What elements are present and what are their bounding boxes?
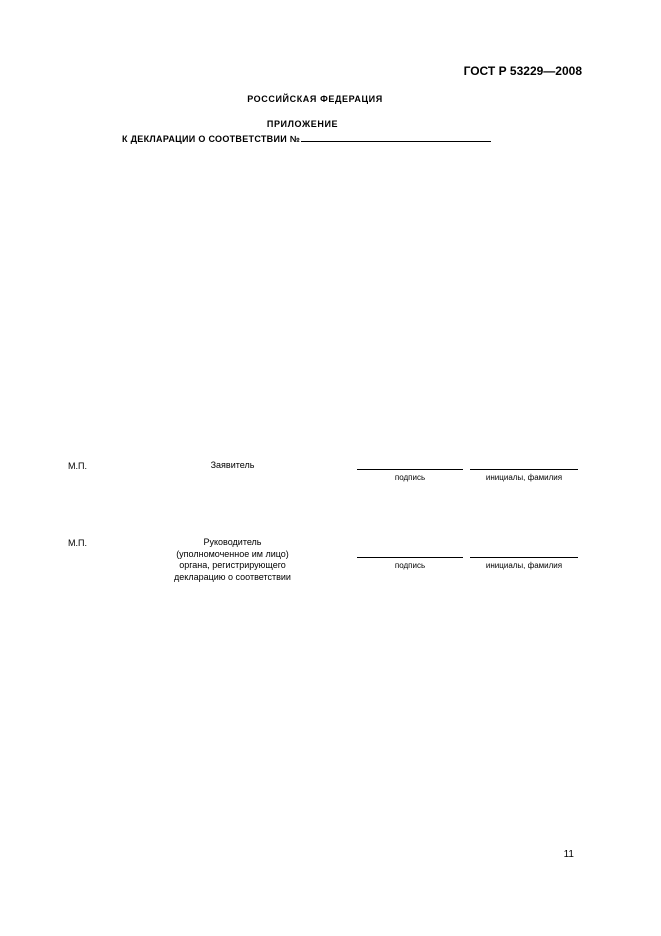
declaration-heading-text: К ДЕКЛАРАЦИИ О СООТВЕТСТВИИ № bbox=[122, 134, 301, 144]
name-caption-1: инициалы, фамилия bbox=[485, 473, 563, 482]
country-title: РОССИЙСКАЯ ФЕДЕРАЦИЯ bbox=[247, 94, 383, 104]
name-line-2 bbox=[470, 557, 578, 558]
authority-role bbox=[150, 537, 315, 583]
declaration-heading bbox=[122, 133, 491, 144]
role-line: органа, регистрирующего bbox=[179, 560, 286, 570]
page-number: 11 bbox=[563, 849, 574, 860]
signature-line-1 bbox=[357, 469, 463, 470]
role-line: декларацию о соответствии bbox=[174, 571, 291, 582]
standard-number: ГОСТ Р 53229—2008 bbox=[463, 64, 582, 78]
applicant-role bbox=[150, 460, 315, 472]
stamp-place-1: М.П. bbox=[68, 461, 87, 471]
role-line: (уполномоченное им лицо) bbox=[176, 548, 289, 559]
name-caption-2: инициалы, фамилия bbox=[485, 561, 563, 570]
name-line-1 bbox=[470, 469, 578, 470]
declaration-number-field bbox=[301, 133, 491, 142]
role-line: Руководитель bbox=[203, 537, 262, 547]
appendix-title: ПРИЛОЖЕНИЕ bbox=[266, 119, 339, 129]
role-line: Заявитель bbox=[210, 460, 255, 470]
signature-caption-1: подпись bbox=[394, 473, 426, 482]
signature-line-2 bbox=[357, 557, 463, 558]
stamp-place-2: М.П. bbox=[68, 538, 87, 548]
signature-caption-2: подпись bbox=[394, 561, 426, 570]
